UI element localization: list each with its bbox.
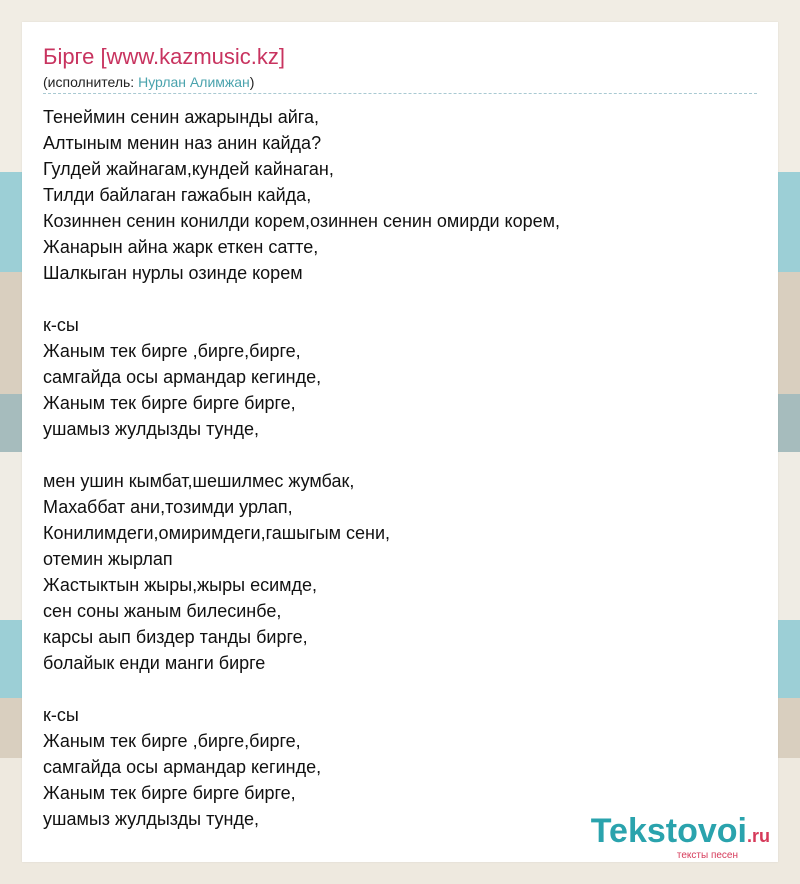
artist-prefix: (исполнитель:	[43, 74, 139, 90]
artist-link[interactable]: Нурлан Алимжан	[138, 74, 250, 90]
lyric-line: Гулдей жайнагам,кундей кайнаган,	[43, 159, 334, 179]
artist-line	[43, 73, 254, 91]
lyric-line: отемин жырлап	[43, 549, 173, 569]
lyric-line: ушамыз жулдызды тунде,	[43, 419, 260, 439]
lyric-line: Жаным тек бирге ,бирге,бирге,	[43, 341, 301, 361]
watermark-tld: .ru	[746, 826, 770, 846]
lyric-line: Тилди байлаган гажабын кайда,	[43, 185, 312, 205]
lyric-line: к-сы	[43, 315, 79, 335]
lyric-line: Шалкыган нурлы озинде корем	[43, 263, 303, 283]
lyric-line: Махаббат ани,тозимди урлап,	[43, 497, 293, 517]
lyric-line: Жанарын айна жарк еткен сатте,	[43, 237, 319, 257]
lyric-line: мен ушин кымбат,шешилмес жумбак,	[43, 471, 355, 491]
stanza-verse-1	[43, 104, 560, 286]
lyric-line: самгайда осы армандар кегинде,	[43, 367, 322, 387]
lyric-line: болайык енди манги бирге	[43, 653, 266, 673]
watermark-wordmark	[591, 813, 770, 854]
lyric-line: Тенеймин сенин ажарынды айга,	[43, 107, 319, 127]
title-divider	[43, 93, 757, 94]
lyric-line: самгайда осы армандар кегинде,	[43, 757, 322, 777]
lyric-line: Козиннен сенин конилди корем,озиннен сенин омирди корем,	[43, 211, 560, 231]
stanza-chorus-1	[43, 312, 560, 442]
lyric-line: к-сы	[43, 705, 79, 725]
lyric-line: карсы аып биздер танды бирге,	[43, 627, 308, 647]
song-title: Бірге [www.kazmusic.kz]	[43, 44, 286, 69]
stanza-verse-2	[43, 468, 560, 676]
lyric-line: Жаным тек бирге бирге бирге,	[43, 393, 296, 413]
lyric-line: Жаным тек бирге бирге бирге,	[43, 783, 296, 803]
tekstovoi-watermark-logo	[591, 813, 770, 862]
artist-suffix: )	[249, 74, 255, 90]
stanza-chorus-2	[43, 702, 560, 832]
watermark-brand: Tekstovoi	[590, 812, 747, 850]
lyric-line: Жаным тек бирге ,бирге,бирге,	[43, 731, 301, 751]
lyrics-card	[22, 22, 778, 862]
lyric-line: сен соны жаным билесинбе,	[43, 601, 282, 621]
lyric-line: ушамыз жулдызды тунде,	[43, 809, 260, 829]
watermark-tagline: тексты песен	[676, 850, 738, 861]
lyric-line: Алтыным менин наз анин кайда?	[43, 133, 322, 153]
lyric-line: Конилимдеги,омиримдеги,гашыгым сени,	[43, 523, 391, 543]
lyrics-body	[43, 104, 560, 832]
lyric-line: Жастыктын жыры,жыры есимде,	[43, 575, 318, 595]
